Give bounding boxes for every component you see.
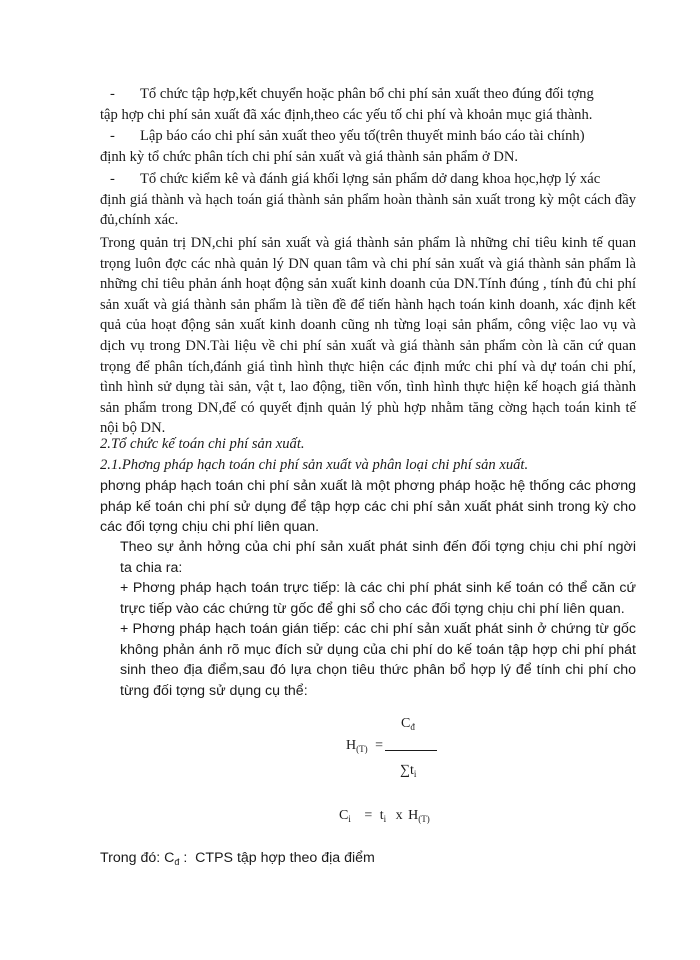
bullet-item bbox=[100, 169, 636, 231]
formula-legend: Trong đó: $C_đ$ : CTPS tập hợp theo địa điểm bbox=[100, 850, 375, 867]
bullet-item bbox=[100, 84, 636, 125]
bullet-lead: Tổ chức kiểm kê và đánh giá khối lợng sản phẩm dở dang khoa học,hợp lý xác bbox=[140, 171, 601, 187]
paragraph-main: Trong quản trị DN,chi phí sản xuất và giá thành sản phẩm là những chỉ tiêu kinh tế quan trọng luôn đợc các nhà quản lý DN quan tâm và chi phí sản xuất và giá thành sản phẩm là những chỉ tiêu phản ánh hoạt động sản xuất kinh doanh của DN.Tính đúng , tính đủ chi phí sản xuất và giá thành sản phẩm là tiền đề để tiến hành hạch toán kinh doanh, xác định kết quả của hoạt động sản xuất kinh doanh cũng nh từng loại sản phẩm, công việc lao vụ và dịch vụ trong DN.Tài liệu về chi phí sản xuất và giá thành sản phẩm còn là căn cứ quan trọng để phân tích,đánh giá tình hình thực hiện các định mức chi phí và dự toán chi phí, tình hình sử dụng tài sản, vật t, lao động, tiền vốn, tình hình thực hiện kế hoạch giá thành sản phẩm trong DN,để có quyết định quản lý phù hợp nhằm tăng cờng hạch toán kinh tế nội bộ DN. bbox=[100, 235, 636, 437]
method-direct: + Phơng pháp hạch toán trực tiếp: là các chi phí phát sinh kế toán có thể căn cứ trực tiếp vào các chứng từ gốc để ghi sổ cho các đối tợng chịu chi phí liên quan. bbox=[120, 580, 636, 617]
fraction-bar bbox=[385, 750, 437, 751]
bullet-lead: Lập báo cáo chi phí sản xuất theo yếu tố(trên thuyết minh báo cáo tài chính) bbox=[140, 128, 585, 144]
bullet-rest: tập hợp chi phí sản xuất đã xác định,theo các yếu tố chi phí và khoản mục giá thành. bbox=[100, 106, 593, 123]
bullet-rest: định kỳ tổ chức phân tích chi phí sản xuất và giá thành sản phẩm ở DN. bbox=[100, 148, 519, 165]
formula-1-lhs: $H_{(T)}$ = bbox=[346, 738, 384, 754]
heading-section-2-1: 2.1.Phơng pháp hạch toán chi phí sản xuất và phân loại chi phí sản xuất. bbox=[100, 457, 529, 473]
paragraph-method: phơng pháp hạch toán chi phí sản xuất là một phơng pháp hoặc hệ thống các phơng pháp kế toán chi phí sử dụng để tập hợp các chi phí sản xuất phát sinh trong kỳ cho các đối tợng chịu chi phí liên quan. bbox=[100, 478, 636, 536]
bullet-dash: - bbox=[110, 128, 115, 144]
formula-1-denominator: $\sum t_i$ bbox=[400, 763, 417, 779]
formula-2: $C_i = t_i$ x $H_{(T)}$ bbox=[339, 808, 430, 824]
method-indirect: + Phơng pháp hạch toán gián tiếp: các chi phí sản xuất phát sinh ở chứng từ gốc không phản ánh rõ mục đích sử dụng của chi phí do kế toán tập hợp chi phí phát sinh theo địa điểm,sau đó lựa chọn tiêu thức phân bổ hợp lý để tính chi phí cho từng đối tợng sử dụng cụ thể: bbox=[120, 621, 636, 699]
bullet-rest: định giá thành và hạch toán giá thành sản phẩm hoàn thành sản xuất trong kỳ một cách đầy đủ,chính xác. bbox=[100, 191, 636, 229]
formula-1-numerator: $C_đ$ bbox=[401, 716, 415, 732]
bullet-item bbox=[100, 126, 636, 167]
bullet-dash: - bbox=[110, 171, 115, 187]
bullet-lead: Tổ chức tập hợp,kết chuyển hoặc phân bổ chi phí sản xuất theo đúng đối tợng bbox=[140, 86, 594, 102]
bullet-dash: - bbox=[110, 86, 115, 102]
heading-section-2: 2.Tổ chức kế toán chi phí sản xuất. bbox=[100, 436, 305, 452]
paragraph-intro: Theo sự ảnh hởng của chi phí sản xuất phát sinh đến đối tợng chịu chi phí ngời ta chia ra: bbox=[120, 539, 636, 576]
